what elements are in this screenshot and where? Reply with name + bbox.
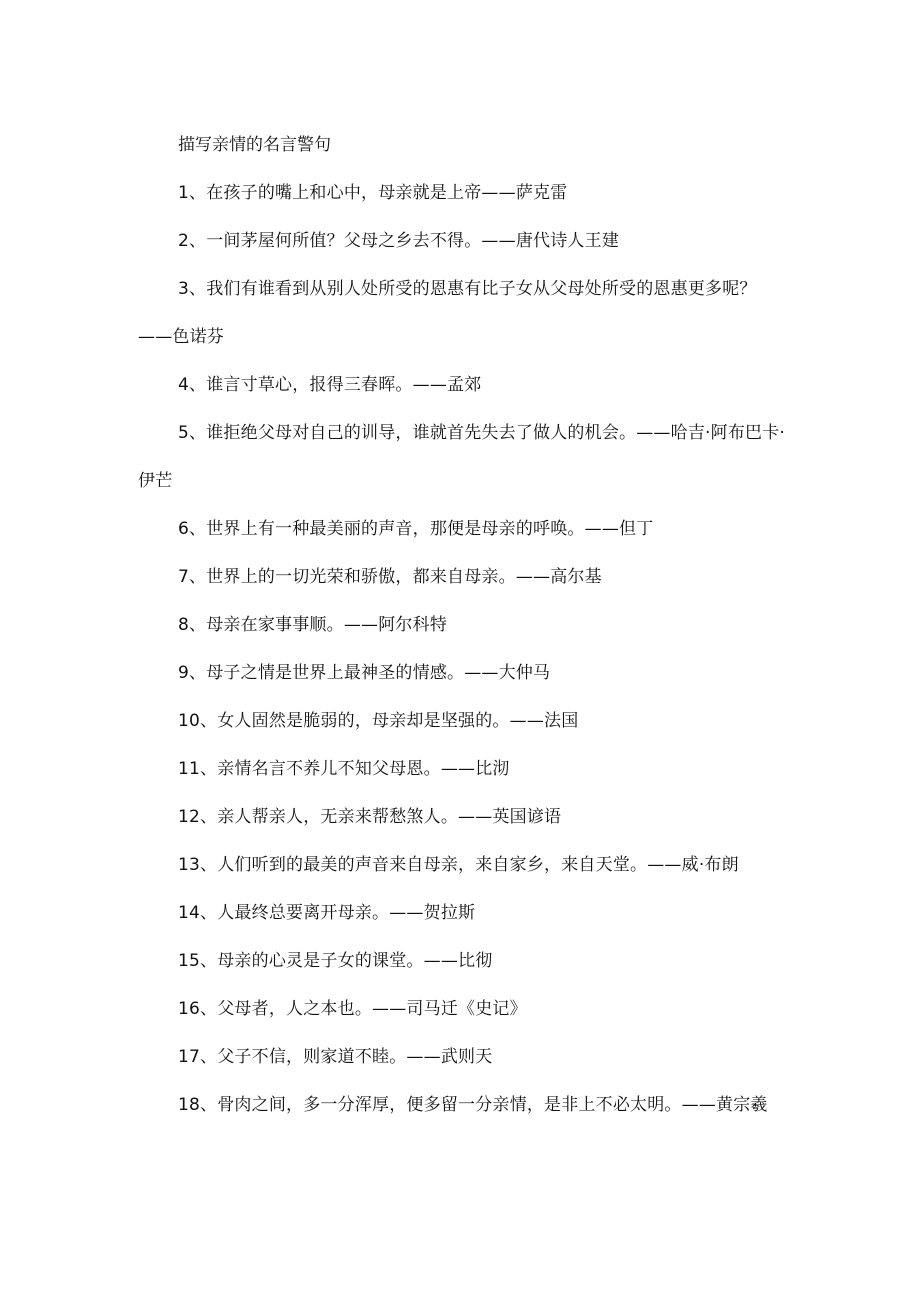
quote-5: 5、谁拒绝父母对自己的训导，谁就首先失去了做人的机会。——哈吉·阿布巴卡·伊芒 bbox=[138, 423, 786, 491]
quote-9: 9、母子之情是世界上最神圣的情感。——大仲马 bbox=[178, 663, 551, 683]
quote-17: 17、父子不信，则家道不睦。——武则天 bbox=[178, 1047, 493, 1067]
quote-11: 11、亲情名言不养儿不知父母恩。——比沏 bbox=[178, 759, 510, 779]
document-body bbox=[138, 121, 786, 1129]
quote-15: 15、母亲的心灵是子女的课堂。——比彻 bbox=[178, 951, 493, 971]
quote-1: 1、在孩子的嘴上和心中，母亲就是上帝——萨克雷 bbox=[178, 183, 568, 203]
quote-6: 6、世界上有一种最美丽的声音，那便是母亲的呼唤。——但丁 bbox=[178, 519, 654, 539]
quote-14: 14、人最终总要离开母亲。——贺拉斯 bbox=[178, 903, 476, 923]
quote-7: 7、世界上的一切光荣和骄傲，都来自母亲。——高尔基 bbox=[178, 567, 602, 587]
quote-10: 10、女人固然是脆弱的，母亲却是坚强的。——法国 bbox=[178, 711, 579, 731]
quote-3: 3、我们有谁看到从别人处所受的恩惠有比子女从父母处所受的恩惠更多呢？——色诺芬 bbox=[138, 279, 757, 347]
quote-12: 12、亲人帮亲人，无亲来帮愁煞人。——英国谚语 bbox=[178, 807, 562, 827]
quote-18: 18、骨肉之间，多一分浑厚，便多留一分亲情，是非上不必太明。——黄宗羲 bbox=[178, 1095, 768, 1115]
quote-2: 2、一间茅屋何所值？父母之乡去不得。——唐代诗人王建 bbox=[178, 231, 620, 251]
quote-4: 4、谁言寸草心，报得三春晖。——孟郊 bbox=[178, 375, 482, 395]
quote-16: 16、父母者，人之本也。——司马迁《史记》 bbox=[178, 999, 527, 1019]
quote-8: 8、母亲在家事事顺。——阿尔科特 bbox=[178, 615, 448, 635]
document-title: 描写亲情的名言警句 bbox=[178, 135, 331, 155]
quote-13: 13、人们听到的最美的声音来自母亲，来自家乡，来自天堂。——威·布朗 bbox=[178, 855, 739, 875]
